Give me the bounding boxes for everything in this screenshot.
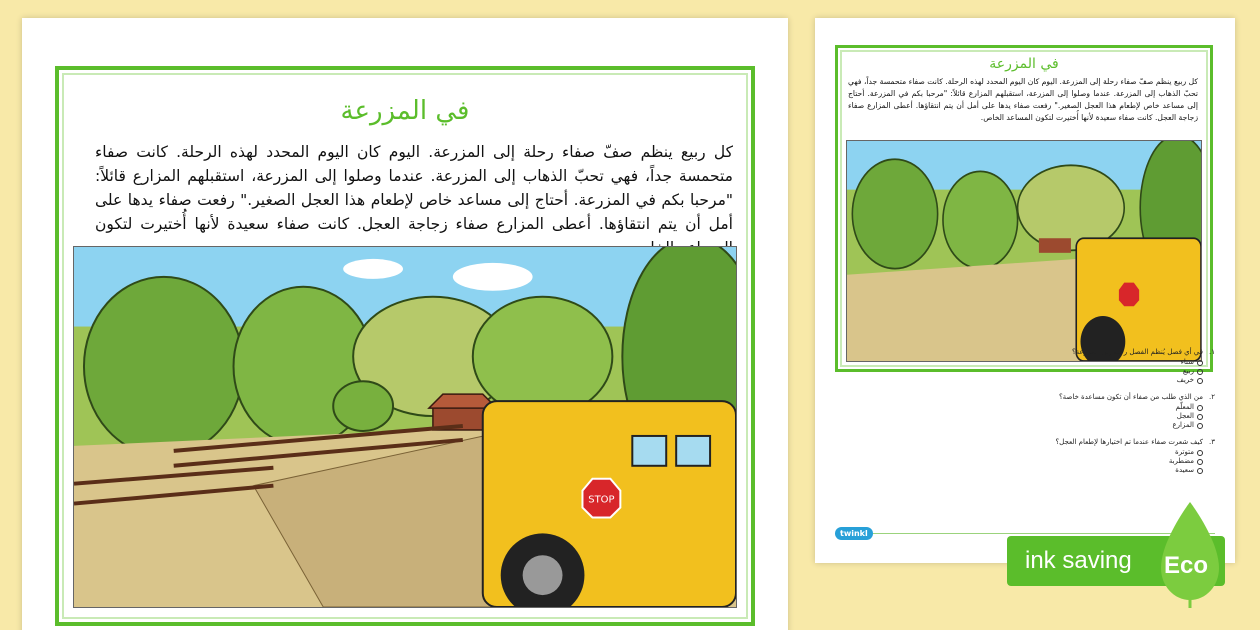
radio-icon[interactable] [1197,468,1203,474]
question-text: من الذي طلب من صفاء أن تكون مساعدة خاصة؟ [1058,393,1203,401]
answer-option[interactable] [835,367,1215,376]
radio-icon[interactable] [1197,369,1203,375]
farm-illustration-preview [846,140,1202,362]
answer-option[interactable] [835,457,1215,466]
farm-illustration [73,246,737,608]
option-label: ربيع [1182,367,1194,375]
answer-option[interactable] [835,412,1215,421]
question-list [835,348,1215,483]
question-number: ١. [1209,348,1215,356]
story-text: كل ربيع ينظم صفّ صفاء رحلة إلى المزرعة. اليوم كان اليوم المحدد لهذه الرحلة. كانت صفاء متحمسة جداً، فهي تحبّ الذهاب إلى المزرعة. عندما وصلوا إلى المزرعة، استقبلهم المزارع قائلاً: "مرحبا بكم في المزرعة. أحتاج إلى مساعد خاص لإطعام هذا العجل الصغير." رفعت صفاء يدها على أمل أن يتم انتقاؤها. أعطى المزارع صفاء زجاجة العجل. كانت صفاء سعيدة لأنها أُختيرت لتكون [95,143,733,233]
farm-scene-graphic-preview [847,141,1201,361]
radio-icon[interactable] [1197,378,1203,384]
radio-icon[interactable] [1197,450,1203,456]
worksheet-page-preview [815,18,1235,563]
question-item [835,393,1215,430]
option-label: المزارع [1172,421,1194,429]
answer-option[interactable] [835,448,1215,457]
stop-sign-text: STOP [588,494,615,506]
option-label: العجل [1176,412,1194,420]
answer-option[interactable] [835,403,1215,412]
question-text: كيف شعرت صفاء عندما تم اختيارها لإطعام العجل؟ [1055,438,1203,446]
option-label: المعلّم [1175,403,1194,411]
story-frame-preview [835,45,1213,372]
answer-option[interactable] [835,466,1215,475]
farm-scene-graphic [74,247,736,607]
radio-icon[interactable] [1197,459,1203,465]
ink-saving-label: ink saving [1025,547,1132,574]
question-item [835,348,1215,385]
option-label: مضطربة [1168,457,1194,465]
radio-icon[interactable] [1197,360,1203,366]
twinkl-logo: twinkl [835,527,873,540]
question-number: ٢. [1209,393,1215,401]
question-number: ٣. [1209,438,1215,446]
worksheet-page-large [22,18,788,630]
radio-icon[interactable] [1197,405,1203,411]
radio-icon[interactable] [1197,414,1203,420]
eco-label: Eco [1164,552,1209,579]
option-label: شتاء [1180,358,1194,366]
answer-option[interactable] [835,358,1215,367]
worksheet-title-preview: في المزرعة [989,56,1059,72]
story-text-preview: كل ربيع ينظم صفّ صفاء رحلة إلى المزرعة. اليوم كان اليوم المحدد لهذه الرحلة. كانت صفاء متحمسة جداً، فهي تحبّ الذهاب إلى المزرعة. عندما وصلوا إلى المزرعة، استقبلهم المزارع قائلاً: "مرحبا بكم في المزرعة. أحتاج إلى مساعد خاص لإطعام هذا العجل الصغير." رفعت صفاء يدها على أمل أن يتم انتقاؤها. أعطى المزارع صفاء زجاجة العجل. كانت صفاء سعيدة لأنها أُختيرت لتكون المساعد الخاص. [848,77,1198,122]
option-label: متوترة [1175,448,1194,456]
answer-option[interactable] [835,421,1215,430]
question-item [835,438,1215,475]
option-label: سعيدة [1175,466,1194,474]
worksheet-title: في المزرعة [340,96,470,126]
radio-icon[interactable] [1197,423,1203,429]
answer-option[interactable] [835,376,1215,385]
question-text: في أي فصل يُنظم الفصل رحلة إلى المزرعة؟ [1071,348,1203,356]
option-label: خريف [1176,376,1194,384]
story-frame [55,66,755,626]
